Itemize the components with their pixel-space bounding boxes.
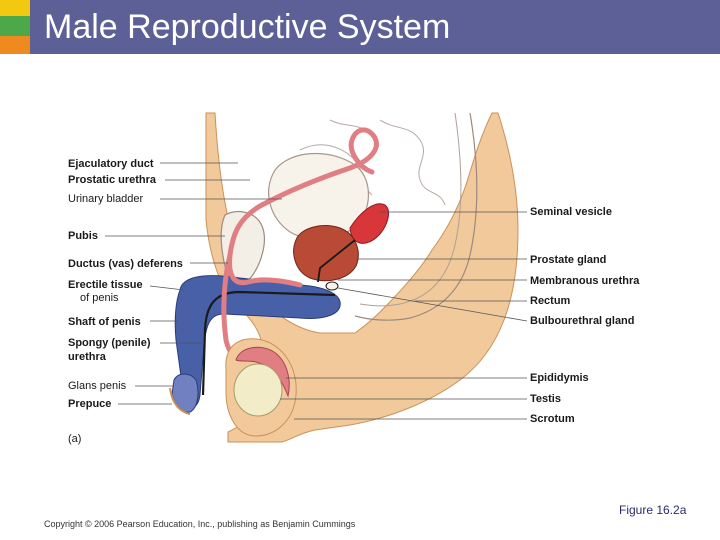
panel-label: (a) (68, 433, 82, 445)
label-ductus-deferens: Ductus (vas) deferens (68, 258, 183, 270)
label-glans-penis: Glans penis (68, 380, 127, 392)
label-membranous-urethra: Membranous urethra (530, 275, 640, 287)
label-prostate-gland: Prostate gland (530, 254, 607, 266)
label-urinary-bladder: Urinary bladder (68, 193, 144, 205)
label-shaft-of-penis: Shaft of penis (68, 316, 141, 328)
label-rectum: Rectum (530, 295, 571, 307)
slide-title: Male Reproductive System (44, 8, 451, 46)
label-epididymis: Epididymis (530, 372, 589, 384)
prostate-gland (294, 226, 359, 281)
label-pubis: Pubis (68, 230, 98, 242)
label-urethra: urethra (68, 351, 106, 363)
label-erectile-tissue: Erectile tissue (68, 279, 143, 291)
label-ejaculatory-duct: Ejaculatory duct (68, 158, 154, 170)
bulbourethral-gland (326, 282, 338, 290)
label-of-penis: of penis (80, 292, 119, 304)
copyright-notice: Copyright © 2006 Pearson Education, Inc., publishing as Benjamin Cummings (44, 519, 356, 529)
label-testis: Testis (530, 393, 561, 405)
label-prostatic-urethra: Prostatic urethra (68, 174, 157, 186)
leader-erectile (150, 286, 184, 290)
label-spongy-penile: Spongy (penile) (68, 337, 151, 349)
label-bulbourethral-gland: Bulbourethral gland (530, 315, 635, 327)
testis (234, 364, 282, 416)
label-prepuce: Prepuce (68, 398, 112, 410)
figure-reference: Figure 16.2a (619, 503, 687, 517)
label-seminal-vesicle: Seminal vesicle (530, 206, 612, 218)
label-scrotum: Scrotum (530, 413, 575, 425)
